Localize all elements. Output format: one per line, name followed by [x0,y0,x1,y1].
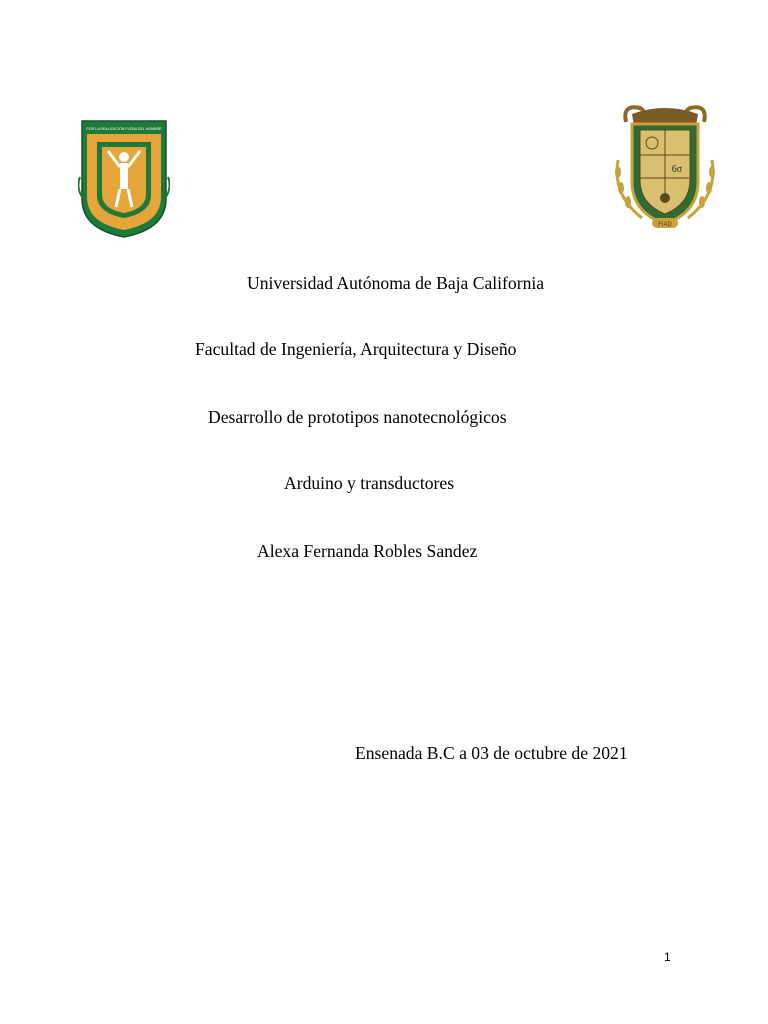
fiad-shield-icon [612,100,718,236]
uabc-logo [78,117,170,239]
uabc-motto: POR LA REALIZACIÓN PLENA DEL HOMBRE [86,127,162,131]
university-name: Universidad Autónoma de Baja California [247,273,545,293]
faculty-name: Facultad de Ingeniería, Arquitectura y Diseño [195,339,517,359]
uabc-shield-icon [78,117,170,239]
fiad-sigma-label: 6σ [671,164,683,175]
page-number: 1 [664,950,671,964]
fiad-logo [612,100,718,236]
document-title: Arduino y transductores [284,473,455,493]
course-name: Desarrollo de prototipos nanotecnológicos [208,407,507,427]
fiad-badge-label: FIAD [658,222,672,228]
author-name: Alexa Fernanda Robles Sandez [257,541,478,561]
place-date: Ensenada B.C a 03 de octubre de 2021 [355,743,628,763]
